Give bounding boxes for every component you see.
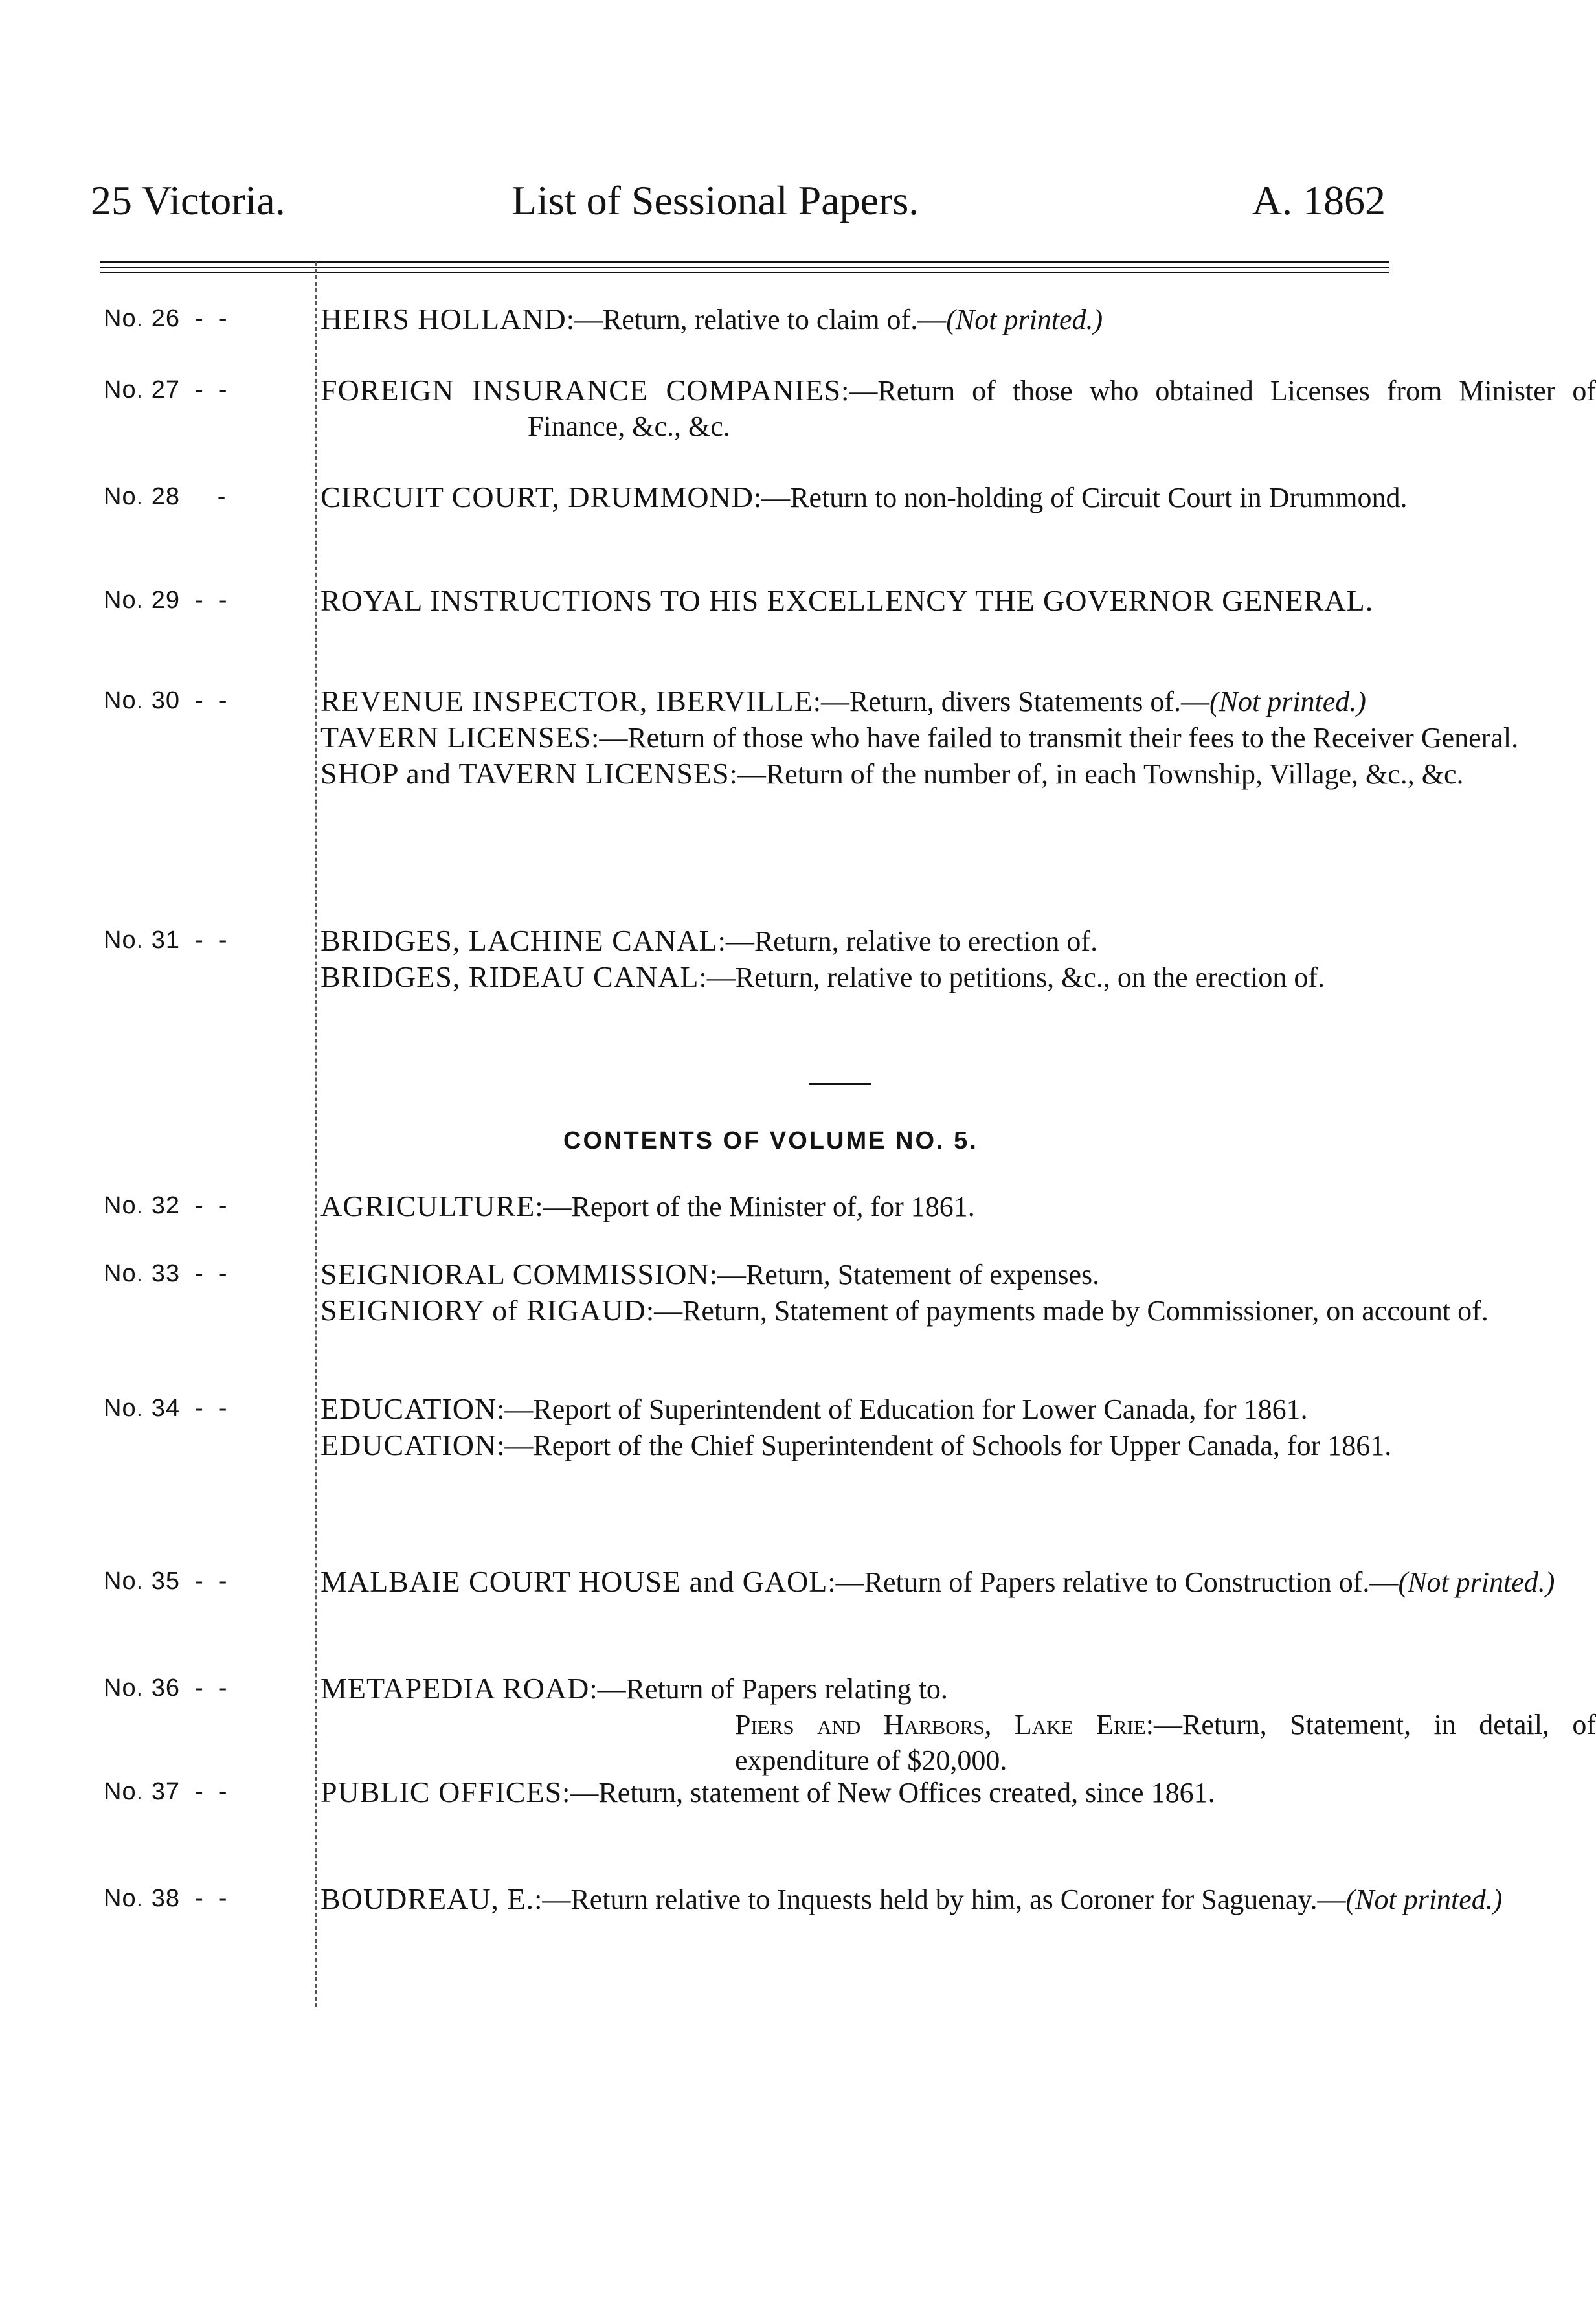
paper-number: No. 27 - - [104,376,228,403]
paper-entries [320,1564,1596,1600]
paper-number: No. 26 - - [104,305,228,332]
entry-title: EDUCATION [320,1428,497,1461]
entry-title: PUBLIC OFFICES [320,1775,563,1808]
entry-text: :—Return of those who obtained Licenses from Minister of Finance, &c., &c. [528,375,1596,442]
paper-entries [320,583,1596,619]
entry-title: SEIGNIORAL COMMISSION [320,1257,710,1290]
entry-title: CIRCUIT COURT, DRUMMOND [320,480,754,513]
entry-text: :—Report of the Minister of, for 1861. [535,1191,975,1222]
paper-entries [320,1188,1596,1224]
entry-text: :—Return of those who have failed to transmit their fees to the Receiver General. [591,722,1519,754]
entry-title: BOUDREAU, E. [320,1882,535,1915]
column-divider [315,262,317,2007]
entry-title: TAVERN LICENSES [320,721,592,754]
paper-entries [320,1881,1596,1917]
paper-number: No. 36 - - [104,1674,228,1702]
paper-entries [320,1671,1596,1778]
paper-entry [320,756,1596,792]
entry-text: :—Return, Statement, in detail, of expenditure of $20,000. [735,1709,1596,1776]
header-session: 25 Victoria. [91,177,286,223]
paper-number: No. 33 - - [104,1260,228,1287]
paper-number: No. 31 - - [104,927,228,954]
paper-entry [320,1671,1596,1707]
entry-title: BRIDGES, RIDEAU CANAL [320,960,699,993]
paper-number: No. 28 - [104,483,227,510]
paper-entry [320,1391,1596,1427]
paper-entry [320,1188,1596,1224]
entry-text: :—Return, divers Statements of.— [813,686,1209,717]
paper-entries [320,683,1596,792]
paper-entries [320,1256,1596,1329]
entry-text: :—Report of Superintendent of Education for Lower Canada, for 1861. [497,1393,1308,1425]
entry-title: HEIRS HOLLAND [320,302,567,335]
paper-entries [320,372,1596,444]
entry-title: EDUCATION [320,1392,497,1425]
paper-entry [320,372,1596,444]
entry-text: :—Return relative to Inquests held by him, as Coroner for Saguenay.— [534,1884,1346,1915]
entry-text: :—Return of Papers relative to Construction of.— [827,1566,1399,1598]
page-header [91,172,1386,230]
paper-entry [320,1881,1596,1917]
entry-title: ROYAL INSTRUCTIONS TO HIS EXCELLENCY THE GOVERNOR GENERAL. [320,584,1374,617]
paper-entry [320,301,1596,337]
paper-entries [320,923,1596,995]
entry-title: SEIGNIORY of RIGAUD [320,1294,646,1327]
paper-entry [320,1564,1596,1600]
paper-number: No. 34 - - [104,1395,228,1422]
paper-entry [320,1292,1596,1329]
entry-title: FOREIGN INSURANCE COMPANIES [320,374,842,407]
entry-note: (Not printed.) [1398,1566,1555,1598]
entry-title: SHOP and TAVERN LICENSES [320,757,730,790]
paper-entry-sub [528,1707,1596,1778]
entry-text: :—Return to non-holding of Circuit Court in Drummond. [753,482,1408,513]
section-title: CONTENTS OF VOLUME NO. 5. [563,1127,978,1155]
entry-title: BRIDGES, LACHINE CANAL [320,924,718,957]
entry-title: AGRICULTURE [320,1189,535,1222]
header-title: List of Sessional Papers. [511,177,919,223]
header-rule-mid [100,267,1389,268]
paper-entries [320,1391,1596,1463]
paper-number: No. 38 - - [104,1885,228,1912]
paper-number: No. 30 - - [104,687,228,714]
paper-entry [320,1427,1596,1463]
entry-note: (Not printed.) [1345,1884,1503,1915]
entry-text: :—Report of the Chief Superintendent of Schools for Upper Canada, for 1861. [497,1430,1392,1461]
entry-text: :—Return of the number of, in each Township, Village, &c., &c. [729,758,1464,790]
entry-text: :—Return, Statement of expenses. [709,1259,1100,1290]
entry-note: (Not printed.) [1209,686,1366,717]
entry-text: :—Return, relative to erection of. [717,925,1098,957]
paper-entry [320,583,1596,619]
paper-number: No. 35 - - [104,1568,228,1595]
section-divider [809,1083,871,1085]
paper-entry [320,923,1596,959]
paper-number: No. 37 - - [104,1778,228,1805]
header-year: A. 1862 [1252,177,1386,223]
paper-entry [320,1256,1596,1292]
entry-title: MALBAIE COURT HOUSE and GAOL [320,1565,828,1598]
header-rule-top [100,261,1389,263]
paper-entry [320,959,1596,995]
entry-text: :—Return, relative to petitions, &c., on the erection of. [699,962,1325,993]
paper-entry [320,1774,1596,1810]
paper-entry [320,719,1596,756]
paper-entry [320,479,1596,515]
entry-text: :—Return, statement of New Offices created, since 1861. [562,1777,1215,1808]
entry-title: METAPEDIA ROAD [320,1672,590,1705]
paper-entry [320,683,1596,719]
entry-text: :—Return of Papers relating to. [589,1673,948,1705]
entry-title: Piers and Harbors, Lake Erie [735,1709,1146,1740]
paper-number: No. 29 - - [104,587,228,614]
entry-title: REVENUE INSPECTOR, IBERVILLE [320,684,813,717]
paper-number: No. 32 - - [104,1192,228,1219]
entry-text: :—Return, relative to claim of.— [566,304,947,335]
paper-entries [320,1774,1596,1810]
header-rule-bottom [100,272,1389,273]
entry-note: (Not printed.) [946,304,1103,335]
paper-entries [320,301,1596,337]
paper-entries [320,479,1596,515]
entry-text: :—Return, Statement of payments made by Commissioner, on account of. [646,1295,1489,1327]
